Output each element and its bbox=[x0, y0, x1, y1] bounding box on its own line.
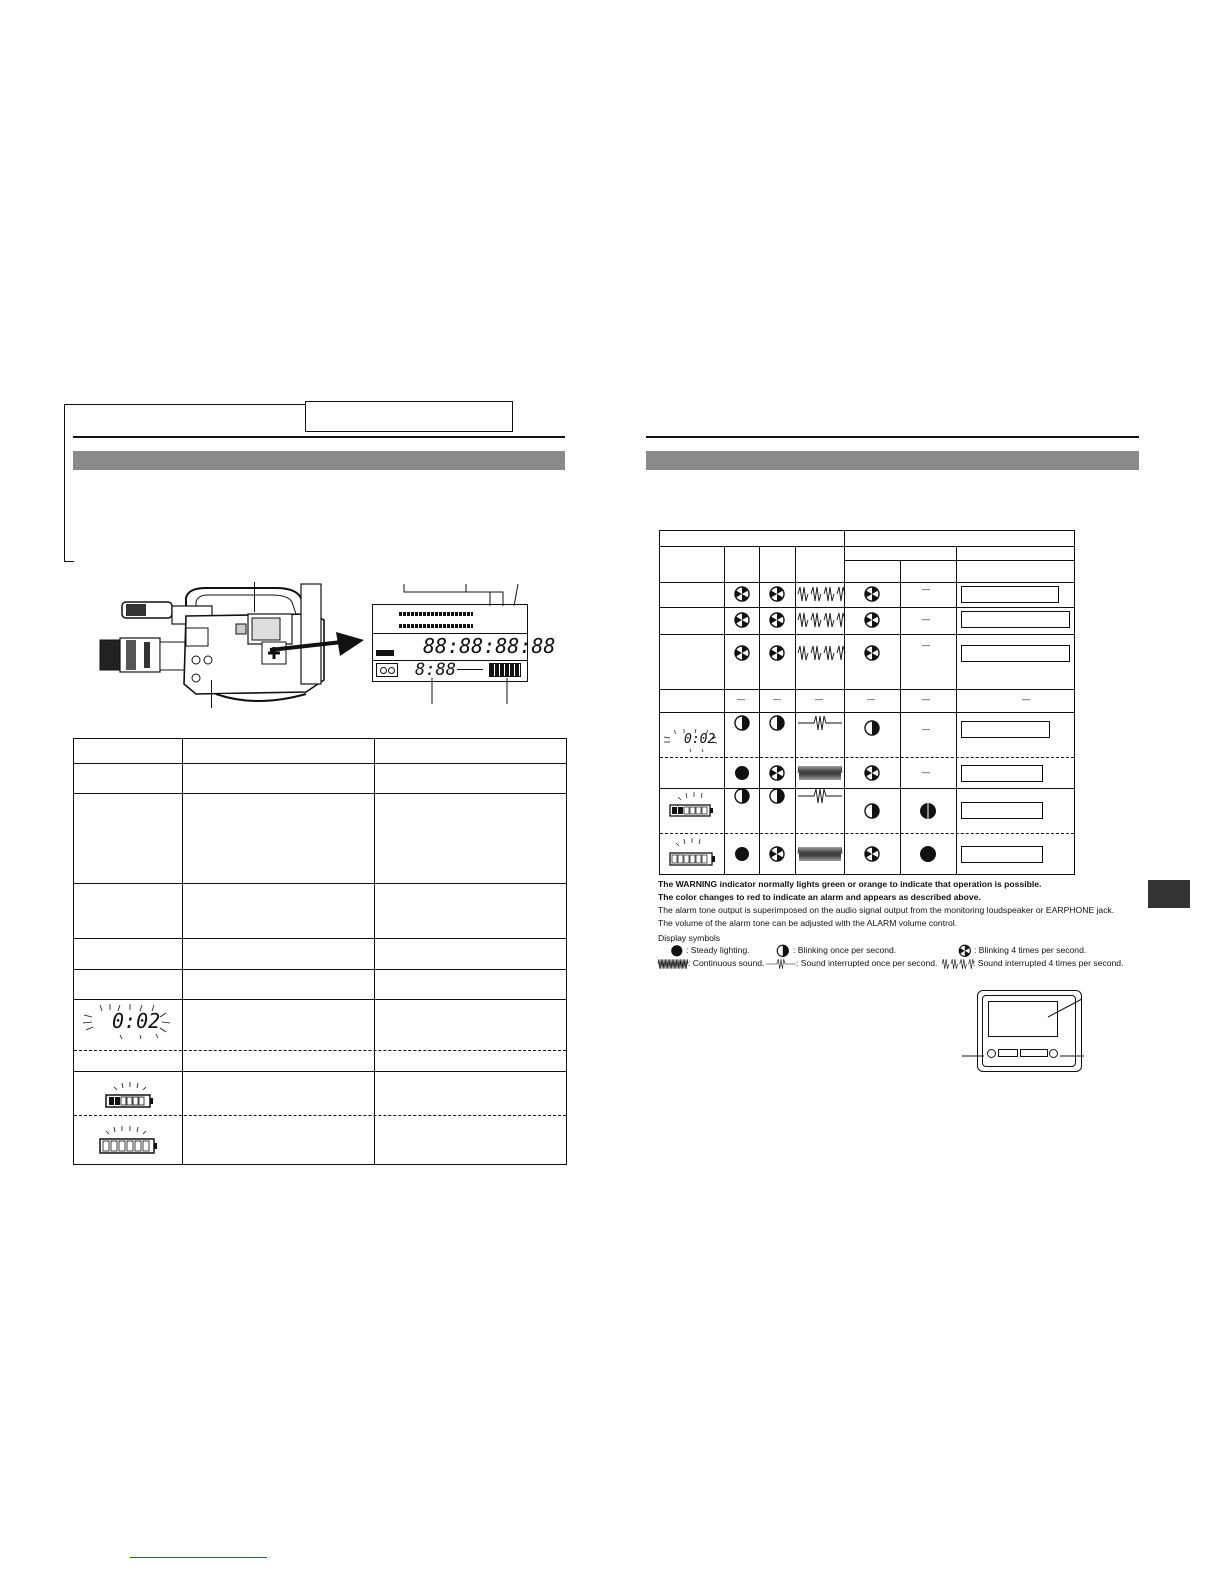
footer-link-underline[interactable] bbox=[130, 1557, 267, 1558]
dash: — bbox=[922, 641, 930, 650]
left-header-rule bbox=[73, 436, 565, 438]
warning-symbol-matrix bbox=[660, 531, 1074, 874]
left-bracket-foot bbox=[64, 561, 74, 562]
row-line-dashed bbox=[74, 1050, 566, 1051]
dash: — bbox=[922, 585, 930, 594]
legend-steady-label: : Steady lighting. bbox=[686, 945, 750, 955]
dash: — bbox=[737, 695, 745, 704]
dash: — bbox=[815, 695, 823, 704]
lcd-timecode: 88:88:88:88 bbox=[423, 634, 556, 658]
dash: — bbox=[922, 768, 930, 777]
row-line bbox=[74, 938, 566, 939]
dash: — bbox=[1022, 695, 1030, 704]
col-divider-1 bbox=[182, 739, 183, 1164]
left-bracket-top bbox=[64, 404, 306, 405]
legend-blink-four-icon bbox=[958, 944, 972, 958]
left-section-bar bbox=[73, 451, 565, 470]
legend-blink-four-label: : Blinking 4 times per second. bbox=[974, 945, 1087, 955]
warning-note-4: The volume of the alarm tone can be adjusted with the ALARM volume control. bbox=[658, 918, 958, 928]
legend-steady-icon bbox=[670, 944, 684, 958]
legend-continuous-icon bbox=[658, 958, 688, 970]
legend-interrupted-once-label: : Sound interrupted once per second. bbox=[796, 958, 938, 968]
legend-interrupted-four-icon bbox=[942, 958, 972, 970]
right-header-rule bbox=[646, 436, 1139, 438]
arrow-to-lcd bbox=[270, 628, 366, 668]
dash: — bbox=[922, 725, 930, 734]
dash: — bbox=[922, 695, 930, 704]
dash: — bbox=[773, 695, 781, 704]
battery-empty-blink-icon bbox=[98, 1125, 160, 1157]
cassette-icon bbox=[376, 663, 398, 677]
dash: — bbox=[867, 695, 875, 704]
legend-interrupted-once-icon bbox=[766, 958, 796, 970]
left-bracket-vertical bbox=[64, 404, 65, 562]
legend-interrupted-four-label: : Sound interrupted 4 times per second. bbox=[973, 958, 1124, 968]
callout-line-bottom bbox=[211, 680, 212, 708]
legend-blink-once-label: : Blinking once per second. bbox=[793, 945, 897, 955]
table-blink-remaining: 0:02 bbox=[684, 732, 716, 747]
display-symbols-heading: Display symbols bbox=[658, 933, 721, 943]
battery-low-blink-icon bbox=[104, 1081, 156, 1111]
section-tab-box bbox=[305, 401, 513, 432]
warning-note-3: The alarm tone output is superimposed on the audio signal output from the monitoring loudspeaker or EARPHONE jack. bbox=[658, 905, 1115, 915]
warning-note-2: The color changes to red to indicate an alarm and appears as described above. bbox=[658, 892, 981, 902]
dash: — bbox=[922, 615, 930, 624]
row-line bbox=[74, 793, 566, 794]
row-line-dashed bbox=[74, 1115, 566, 1116]
blink-remaining-sample: 0:02 bbox=[112, 1009, 161, 1033]
row-line bbox=[74, 763, 566, 764]
warning-panel-callouts bbox=[960, 995, 1090, 1065]
callout-line-top bbox=[254, 582, 255, 612]
lcd-mode-block bbox=[376, 650, 394, 656]
lcd-remaining-time: 8:88 bbox=[415, 660, 456, 680]
warning-note-1: The WARNING indicator normally lights green or orange to indicate that operation is possible. bbox=[658, 879, 1042, 889]
blink-rays-icon bbox=[80, 1001, 176, 1041]
right-section-bar bbox=[646, 451, 1139, 470]
row-line bbox=[74, 883, 566, 884]
legend-continuous-label: : Continuous sound. bbox=[688, 958, 765, 968]
row-line bbox=[74, 999, 566, 1000]
row-line bbox=[74, 1071, 566, 1072]
chapter-side-tab bbox=[1148, 880, 1190, 908]
warning-table bbox=[659, 530, 1075, 875]
row-line bbox=[74, 969, 566, 970]
col-divider-2 bbox=[374, 739, 375, 1164]
lcd-callouts bbox=[400, 582, 530, 712]
legend-blink-once-icon bbox=[776, 944, 790, 958]
lcd-alarm-table bbox=[73, 738, 567, 1165]
